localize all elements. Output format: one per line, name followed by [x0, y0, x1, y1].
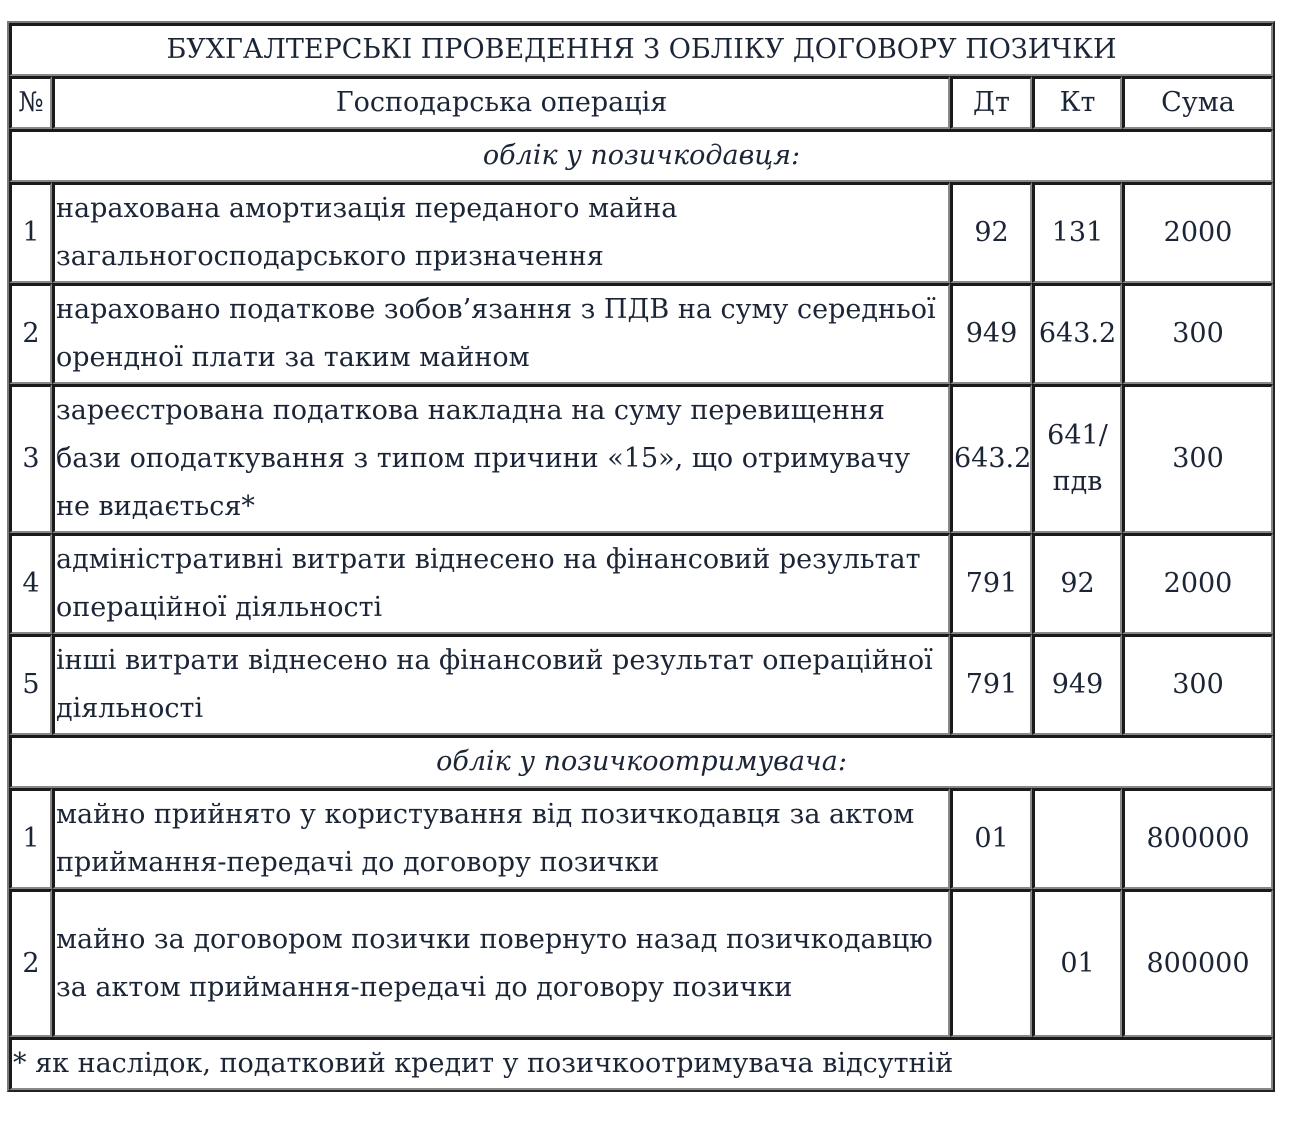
cell-credit: 641/ пдв	[1032, 384, 1122, 533]
footnote: * як наслідок, податковий кредит у позичкоотримувача відсутній	[9, 1037, 1273, 1090]
cell-num: 1	[9, 182, 52, 283]
cell-num: 2	[9, 889, 52, 1037]
cell-sum: 800000	[1122, 889, 1273, 1037]
header-sum: Сума	[1122, 76, 1273, 129]
table-row	[9, 889, 1273, 1037]
cell-debit: 791	[950, 634, 1032, 735]
cell-debit	[950, 889, 1032, 1037]
cell-credit: 131	[1032, 182, 1122, 283]
cell-sum: 300	[1122, 283, 1273, 384]
cell-num: 3	[9, 384, 52, 533]
header-debit: Дт	[950, 76, 1032, 129]
cell-operation: інші витрати віднесено на фінансовий результат операційної діяльності	[52, 634, 950, 735]
cell-num: 2	[9, 283, 52, 384]
cell-num: 4	[9, 533, 52, 634]
cell-operation: майно за договором позички повернуто назад позичкодавцю за актом приймання-передачі до договору позички	[52, 889, 950, 1037]
cell-credit: 643.2	[1032, 283, 1122, 384]
cell-sum: 300	[1122, 384, 1273, 533]
cell-debit: 01	[950, 788, 1032, 889]
table-row	[9, 283, 1273, 384]
cell-sum: 2000	[1122, 533, 1273, 634]
cell-debit: 949	[950, 283, 1032, 384]
table-row	[9, 182, 1273, 283]
cell-sum: 800000	[1122, 788, 1273, 889]
section-lender: облік у позичкодавця:	[9, 129, 1273, 182]
cell-num: 5	[9, 634, 52, 735]
table-row	[9, 634, 1273, 735]
table-row	[9, 788, 1273, 889]
header-num: №	[9, 76, 52, 129]
cell-operation: зареєстрована податкова накладна на суму перевищення бази оподаткування з типом причини «15», що отримувачу не видається*	[52, 384, 950, 533]
cell-operation: адміністративні витрати віднесено на фінансовий результат операційної діяльності	[52, 533, 950, 634]
cell-operation: нарахована амортизація переданого майна загальногосподарського призначення	[52, 182, 950, 283]
accounting-entries-table	[7, 21, 1275, 1092]
table-row	[9, 533, 1273, 634]
table-row	[9, 384, 1273, 533]
header-credit: Кт	[1032, 76, 1122, 129]
cell-credit: 949	[1032, 634, 1122, 735]
cell-credit: 92	[1032, 533, 1122, 634]
header-operation: Господарська операція	[52, 76, 950, 129]
cell-num: 1	[9, 788, 52, 889]
cell-credit	[1032, 788, 1122, 889]
cell-debit: 643.2	[950, 384, 1032, 533]
cell-operation: нараховано податкове зобов’язання з ПДВ на суму середньої орендної плати за таким майном	[52, 283, 950, 384]
table-title: БУХГАЛТЕРСЬКІ ПРОВЕДЕННЯ З ОБЛІКУ ДОГОВОРУ ПОЗИЧКИ	[9, 23, 1273, 76]
cell-sum: 2000	[1122, 182, 1273, 283]
cell-debit: 791	[950, 533, 1032, 634]
cell-sum: 300	[1122, 634, 1273, 735]
cell-credit: 01	[1032, 889, 1122, 1037]
cell-operation: майно прийнято у користування від позичкодавця за актом приймання-передачі до договору позички	[52, 788, 950, 889]
cell-debit: 92	[950, 182, 1032, 283]
section-borrower: облік у позичкоотримувача:	[9, 735, 1273, 788]
